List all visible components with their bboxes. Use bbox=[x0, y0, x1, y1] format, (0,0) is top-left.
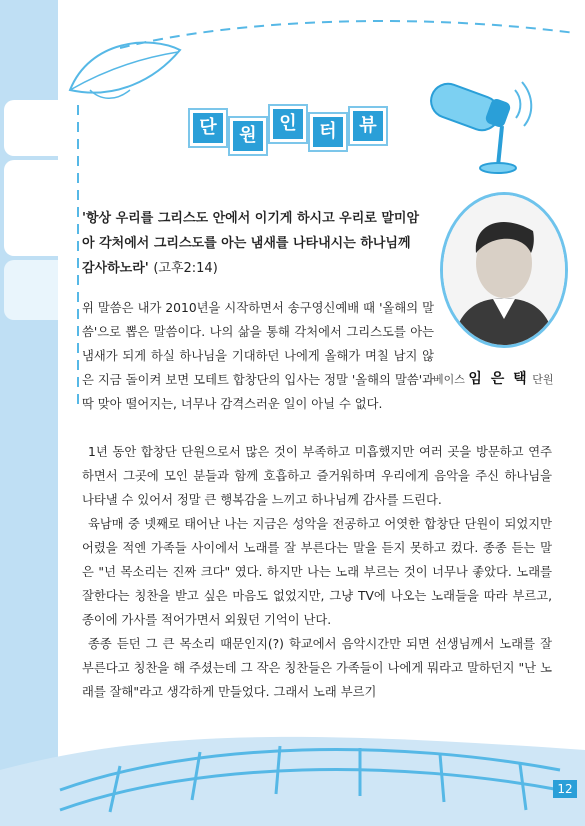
quote-text: '항상 우리를 그리스도 안에서 이기게 하시고 우리로 말미암아 각처에서 그리스도를 아는 냄새를 나타내시는 하나님께 감사하노라' bbox=[82, 211, 420, 276]
body-paragraphs bbox=[82, 440, 552, 704]
side-tab bbox=[4, 160, 58, 256]
interviewee-suffix: 단원 bbox=[532, 373, 554, 386]
dashed-line bbox=[120, 8, 580, 58]
interviewee-name: 임 은 택 bbox=[468, 371, 529, 387]
portrait-illustration bbox=[443, 195, 565, 345]
paragraph: 1년 동안 합창단 단원으로서 많은 것이 부족하고 미흡했지만 여러 곳을 방문하고 연주하면서 그곳에 모인 분들과 함께 호흡하고 즐거워하며 우리에게 음악을 주신 하나님을 나타낼 수 있어서 정말 큰 행복감을 느끼고 하나님께 감사를 드린다. bbox=[82, 445, 552, 507]
paragraph: 육남매 중 넷째로 태어난 나는 지금은 성악을 전공하고 어엿한 합창단 단원이 되었지만 어렸을 적엔 가족들 사이에서 노래를 잘 부른다는 말을 듣지 못하고 컸다. 종종 듣는 말은 "넌 목소리는 진짜 크다" 였다. 하지만 나는 노래 부르는 것이 너무나 좋았다. 노래를 잘한다는 칭찬을 받고 싶은 마음도 없었지만, 그냥 TV에 나오는 노래들을 따라 부르고, 종이에 가사를 적어가면서 외웠던 기억이 난다. bbox=[82, 517, 552, 627]
side-tab bbox=[4, 100, 58, 156]
interviewee-role: 베이스 bbox=[433, 373, 465, 386]
bottom-ribbon bbox=[0, 730, 585, 826]
title-char: 원 bbox=[230, 118, 266, 154]
quote-reference: (고후2:14) bbox=[153, 261, 218, 276]
title-char: 뷰 bbox=[350, 108, 386, 144]
section-title bbox=[190, 100, 380, 150]
page-number: 12 bbox=[553, 780, 577, 798]
scripture-quote bbox=[82, 206, 422, 281]
portrait-photo bbox=[440, 192, 568, 348]
title-char: 단 bbox=[190, 110, 226, 146]
side-tab bbox=[4, 260, 58, 320]
interviewee-caption bbox=[433, 368, 573, 388]
microphone-icon bbox=[420, 70, 540, 180]
paragraph: 위 말씀은 내가 2010년을 시작하면서 송구영신예배 때 '올해의 말씀'으로 뽑은 말씀이다. 나의 삶을 통해 각처에서 그리스도를 아는 냄새가 되게 하실 하나님을 기대하던 나에게 올해가 며칠 남지 않은 지금 돌이켜 보면 모테트 합창단의 입사는 정말 '올해의 말씀'과 딱 맞아 떨어지는, 너무나 감격스러운 일이 아닐 수 없다. bbox=[82, 301, 434, 411]
paragraph: 종종 듣던 그 큰 목소리 때문인지(?) 학교에서 음악시간만 되면 선생님께서 노래를 잘 부른다고 칭찬을 해 주셨는데 그 작은 칭찬들은 가족들이 나에게 뭐라고 말하던지 "난 노래를 잘해"라고 생각하게 만들었다. 그래서 노래 부르기 bbox=[82, 637, 552, 699]
title-char: 터 bbox=[310, 114, 346, 150]
title-char: 인 bbox=[270, 106, 306, 142]
